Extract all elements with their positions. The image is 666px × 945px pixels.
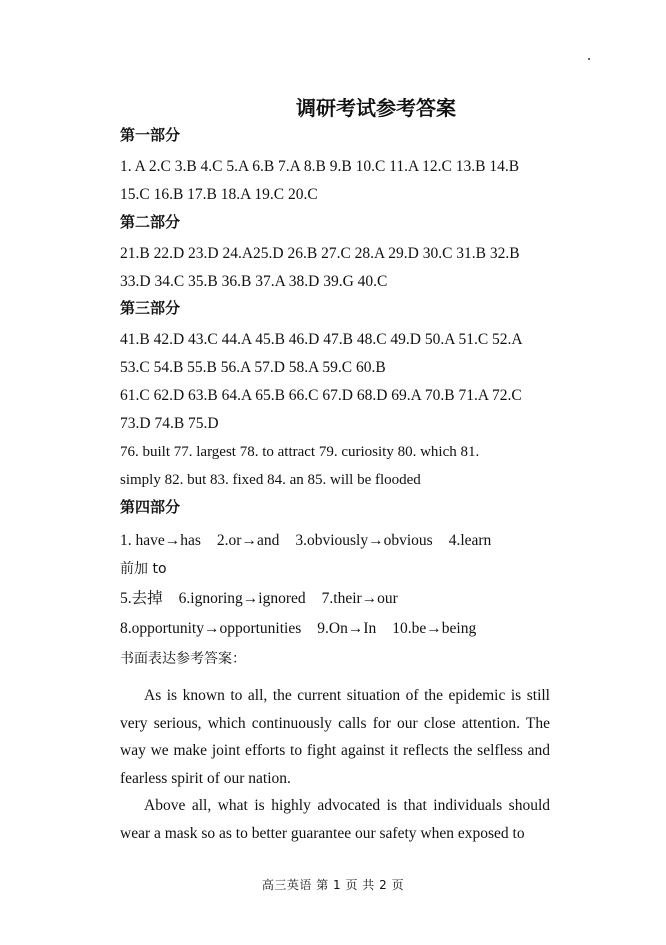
writing-section	[120, 646, 550, 847]
correction-item: 1. have→has	[120, 532, 201, 549]
part3-line-6: simply 82. but 83. fixed 84. an 85. will be flooded	[120, 472, 421, 488]
correction-item: 10.be→being	[392, 620, 477, 637]
part4-heading: 第四部分	[120, 498, 181, 516]
part4-row-2	[120, 584, 550, 614]
part3-line-4: 73.D 74.B 75.D	[120, 415, 219, 432]
writing-paragraph-2: Above all, what is highly advocated is that individuals should wear a mask so as to better guarantee our safety when exposed to	[120, 797, 550, 842]
part3-section	[120, 297, 550, 494]
part1-section	[120, 124, 550, 209]
correction-item: 9.On→In	[317, 620, 377, 637]
corner-mark	[588, 58, 590, 60]
page-footer: 高三英语 第 1 页 共 2 页	[261, 878, 405, 892]
part3-line-3: 61.C 62.D 63.B 64.A 65.B 66.C 67.D 68.D 69.A 70.B 71.A 72.C	[120, 387, 522, 404]
correction-item: 6.ignoring→ignored	[178, 590, 306, 607]
correction-item: 4.learn	[448, 532, 492, 549]
correction-item: 7.their→our	[321, 590, 398, 607]
correction-item: 8.opportunity→opportunities	[120, 620, 302, 637]
part3-line-1: 41.B 42.D 43.C 44.A 45.B 46.D 47.B 48.C 49.D 50.A 51.C 52.A	[120, 331, 523, 348]
part1-line-1: 1. A 2.C 3.B 4.C 5.A 6.B 7.A 8.B 9.B 10.C 11.A 12.C 13.B 14.B	[120, 158, 520, 175]
page-title: 调研考试参考答案	[296, 96, 456, 120]
part3-line-5: 76. built 77. largest 78. to attract 79. curiosity 80. which 81.	[120, 444, 480, 460]
part3-heading: 第三部分	[120, 299, 181, 317]
correction-item: 5.去掉	[120, 590, 163, 607]
part1-line-2: 15.C 16.B 17.B 18.A 19.C 20.C	[120, 186, 318, 203]
part4-row-3	[120, 614, 550, 644]
part1-heading: 第一部分	[120, 126, 181, 144]
part2-line-2: 33.D 34.C 35.B 36.B 37.A 38.D 39.G 40.C	[120, 273, 388, 290]
correction-item: 3.obviously→obvious	[295, 532, 433, 549]
part4-row-1-cont: 前加 to	[120, 561, 167, 577]
part3-line-2: 53.C 54.B 55.B 56.A 57.D 58.A 59.C 60.B	[120, 359, 386, 376]
writing-paragraph-1: As is known to all, the current situation of the epidemic is still very serious, which continuously calls for our close attention. The way we make joint efforts to fight against it reflects the selfless and fearless spirit of our nation.	[120, 687, 550, 787]
part4-row-1	[120, 526, 550, 556]
correction-item: 2.or→and	[216, 532, 280, 549]
part2-section	[120, 211, 550, 296]
part2-line-1: 21.B 22.D 23.D 24.A25.D 26.B 27.C 28.A 29.D 30.C 31.B 32.B	[120, 245, 520, 262]
part2-heading: 第二部分	[120, 213, 181, 231]
part4-section	[120, 496, 550, 644]
writing-label: 书面表达参考答案：	[120, 651, 246, 667]
